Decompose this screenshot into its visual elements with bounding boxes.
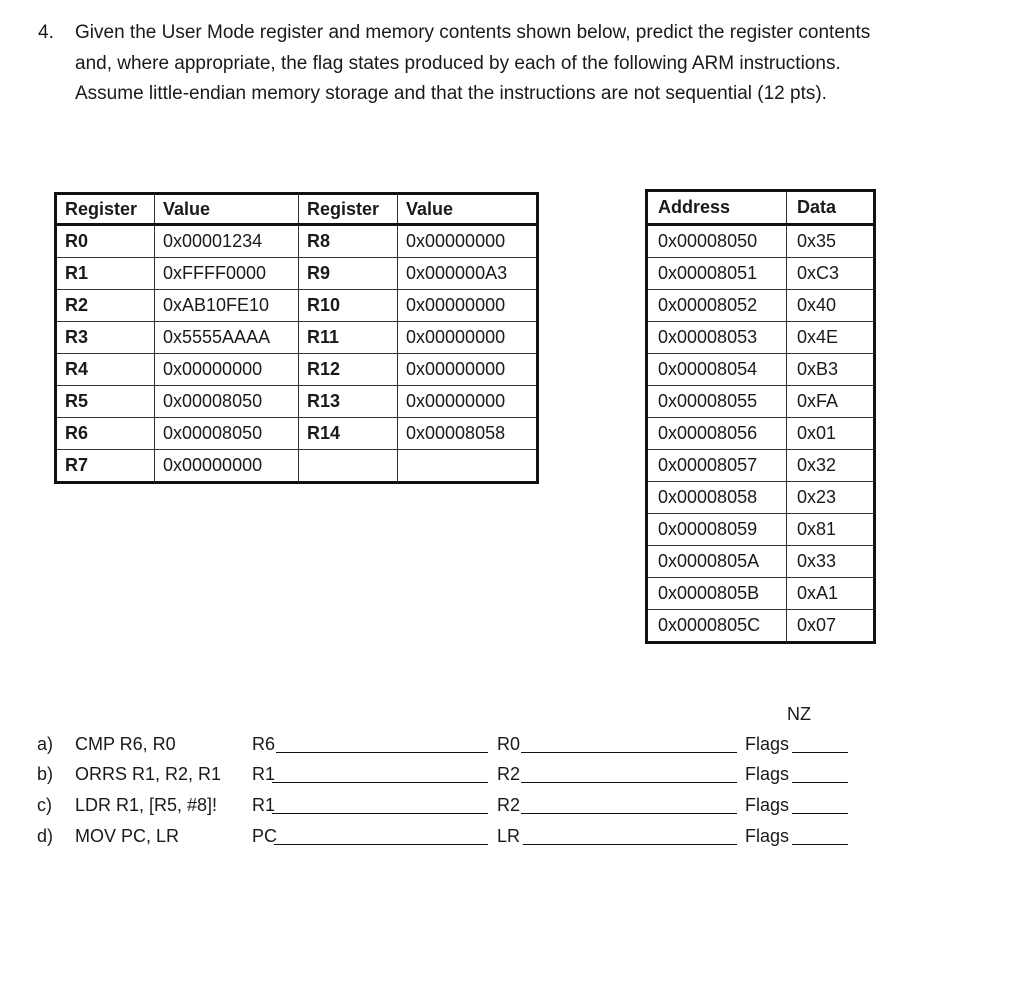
memory-address: 0x00008058 (647, 482, 787, 514)
header-register: Register (56, 194, 155, 225)
register-name: R6 (56, 418, 155, 450)
header-address: Address (647, 191, 787, 225)
instruction-text: LDR R1, [R5, #8]! (75, 795, 218, 815)
flags-blank[interactable] (792, 752, 848, 753)
table-row (647, 514, 875, 546)
table-row (647, 482, 875, 514)
table-row (56, 386, 538, 418)
answer-blank[interactable] (521, 782, 737, 783)
table-row (647, 610, 875, 643)
table-row (56, 290, 538, 322)
answer-label: LR (497, 826, 521, 846)
table-row (647, 546, 875, 578)
answer-label: R1 (252, 795, 276, 815)
register-name: R9 (299, 258, 398, 290)
register-value: 0xAB10FE10 (155, 290, 299, 322)
header-value: Value (155, 194, 299, 225)
header-register: Register (299, 194, 398, 225)
memory-address: 0x00008052 (647, 290, 787, 322)
memory-data: 0xC3 (787, 258, 875, 290)
answer-label: R0 (497, 734, 521, 754)
register-value (398, 450, 538, 483)
sub-question-letter: d) (37, 826, 54, 846)
answer-blank[interactable] (276, 752, 488, 753)
table-row (647, 322, 875, 354)
table-row (647, 354, 875, 386)
answer-label: R2 (497, 764, 521, 784)
register-name: R1 (56, 258, 155, 290)
answer-label: R1 (252, 764, 276, 784)
memory-data: 0x23 (787, 482, 875, 514)
sub-question-letter: a) (37, 734, 54, 754)
flags-label: Flags (745, 795, 790, 815)
table-row (647, 290, 875, 322)
header-value: Value (398, 194, 538, 225)
table-row (56, 450, 538, 483)
register-value: 0x00000000 (398, 322, 538, 354)
memory-data: 0x4E (787, 322, 875, 354)
register-name: R4 (56, 354, 155, 386)
register-value: 0x00000000 (155, 450, 299, 483)
table-row (56, 354, 538, 386)
memory-table (645, 189, 876, 644)
register-value: 0x00008050 (155, 386, 299, 418)
answer-blank[interactable] (523, 844, 737, 845)
table-row (647, 578, 875, 610)
register-value: 0xFFFF0000 (155, 258, 299, 290)
answer-blank[interactable] (521, 752, 737, 753)
sub-question-c (0, 791, 1024, 821)
memory-address: 0x00008051 (647, 258, 787, 290)
memory-data: 0x07 (787, 610, 875, 643)
register-name: R14 (299, 418, 398, 450)
memory-data: 0x01 (787, 418, 875, 450)
register-value: 0x00008058 (398, 418, 538, 450)
answer-blank[interactable] (272, 813, 488, 814)
register-name: R8 (299, 225, 398, 258)
register-name: R7 (56, 450, 155, 483)
header-data: Data (787, 191, 875, 225)
table-row (56, 225, 538, 258)
table-row (56, 418, 538, 450)
answer-blank[interactable] (521, 813, 737, 814)
register-value: 0x00000000 (398, 354, 538, 386)
table-row (647, 418, 875, 450)
memory-address: 0x00008054 (647, 354, 787, 386)
answer-label: R6 (252, 734, 276, 754)
memory-data: 0x32 (787, 450, 875, 482)
register-value: 0x00001234 (155, 225, 299, 258)
memory-address: 0x00008053 (647, 322, 787, 354)
table-row (56, 322, 538, 354)
table-row (647, 450, 875, 482)
sub-question-letter: c) (37, 795, 52, 815)
memory-address: 0x0000805B (647, 578, 787, 610)
answer-label: PC (252, 826, 278, 846)
memory-address: 0x00008055 (647, 386, 787, 418)
memory-data: 0x33 (787, 546, 875, 578)
flags-blank[interactable] (792, 844, 848, 845)
register-value: 0x00000000 (398, 290, 538, 322)
register-value: 0x5555AAAA (155, 322, 299, 354)
memory-address: 0x0000805A (647, 546, 787, 578)
answer-label: R2 (497, 795, 521, 815)
register-name: R0 (56, 225, 155, 258)
flags-label: Flags (745, 764, 790, 784)
question-number: 4. (38, 22, 54, 43)
question-text: Given the User Mode register and memory contents shown below, predict the register contents and, where appropriate, the flag states produced by each of the following ARM instructions. Assume little-endian memory storage and that the instructions are not sequential (12 pts). (75, 22, 871, 104)
register-name (299, 450, 398, 483)
memory-address: 0x00008050 (647, 225, 787, 258)
memory-table-header (647, 191, 875, 225)
register-name: R5 (56, 386, 155, 418)
memory-data: 0xA1 (787, 578, 875, 610)
instruction-text: MOV PC, LR (75, 826, 180, 846)
table-row (647, 258, 875, 290)
table-row (56, 258, 538, 290)
register-name: R13 (299, 386, 398, 418)
instruction-text: CMP R6, R0 (75, 734, 176, 754)
memory-address: 0x00008059 (647, 514, 787, 546)
sub-question-b (0, 760, 1024, 790)
memory-data: 0xFA (787, 386, 875, 418)
table-row (647, 386, 875, 418)
sub-question-d (0, 822, 1024, 852)
instruction-text: ORRS R1, R2, R1 (75, 764, 222, 784)
register-value: 0x00008050 (155, 418, 299, 450)
flags-label: Flags (745, 826, 790, 846)
flags-blank[interactable] (792, 782, 848, 783)
register-name: R11 (299, 322, 398, 354)
memory-data: 0x35 (787, 225, 875, 258)
register-name: R3 (56, 322, 155, 354)
flags-label: Flags (745, 734, 790, 754)
answer-blank[interactable] (272, 782, 488, 783)
flags-blank[interactable] (792, 813, 848, 814)
answer-blank[interactable] (274, 844, 488, 845)
memory-data: 0x40 (787, 290, 875, 322)
flags-column-header: NZ (787, 704, 811, 724)
sub-question-a (0, 730, 1024, 760)
memory-address: 0x00008057 (647, 450, 787, 482)
register-value: 0x00000000 (398, 386, 538, 418)
sub-question-letter: b) (37, 764, 54, 784)
table-row (647, 225, 875, 258)
register-table-header (56, 194, 538, 225)
register-name: R10 (299, 290, 398, 322)
register-table (54, 192, 539, 484)
memory-address: 0x0000805C (647, 610, 787, 643)
register-value: 0x00000000 (398, 225, 538, 258)
register-value: 0x000000A3 (398, 258, 538, 290)
memory-data: 0x81 (787, 514, 875, 546)
register-value: 0x00000000 (155, 354, 299, 386)
register-name: R2 (56, 290, 155, 322)
memory-address: 0x00008056 (647, 418, 787, 450)
memory-data: 0xB3 (787, 354, 875, 386)
register-name: R12 (299, 354, 398, 386)
